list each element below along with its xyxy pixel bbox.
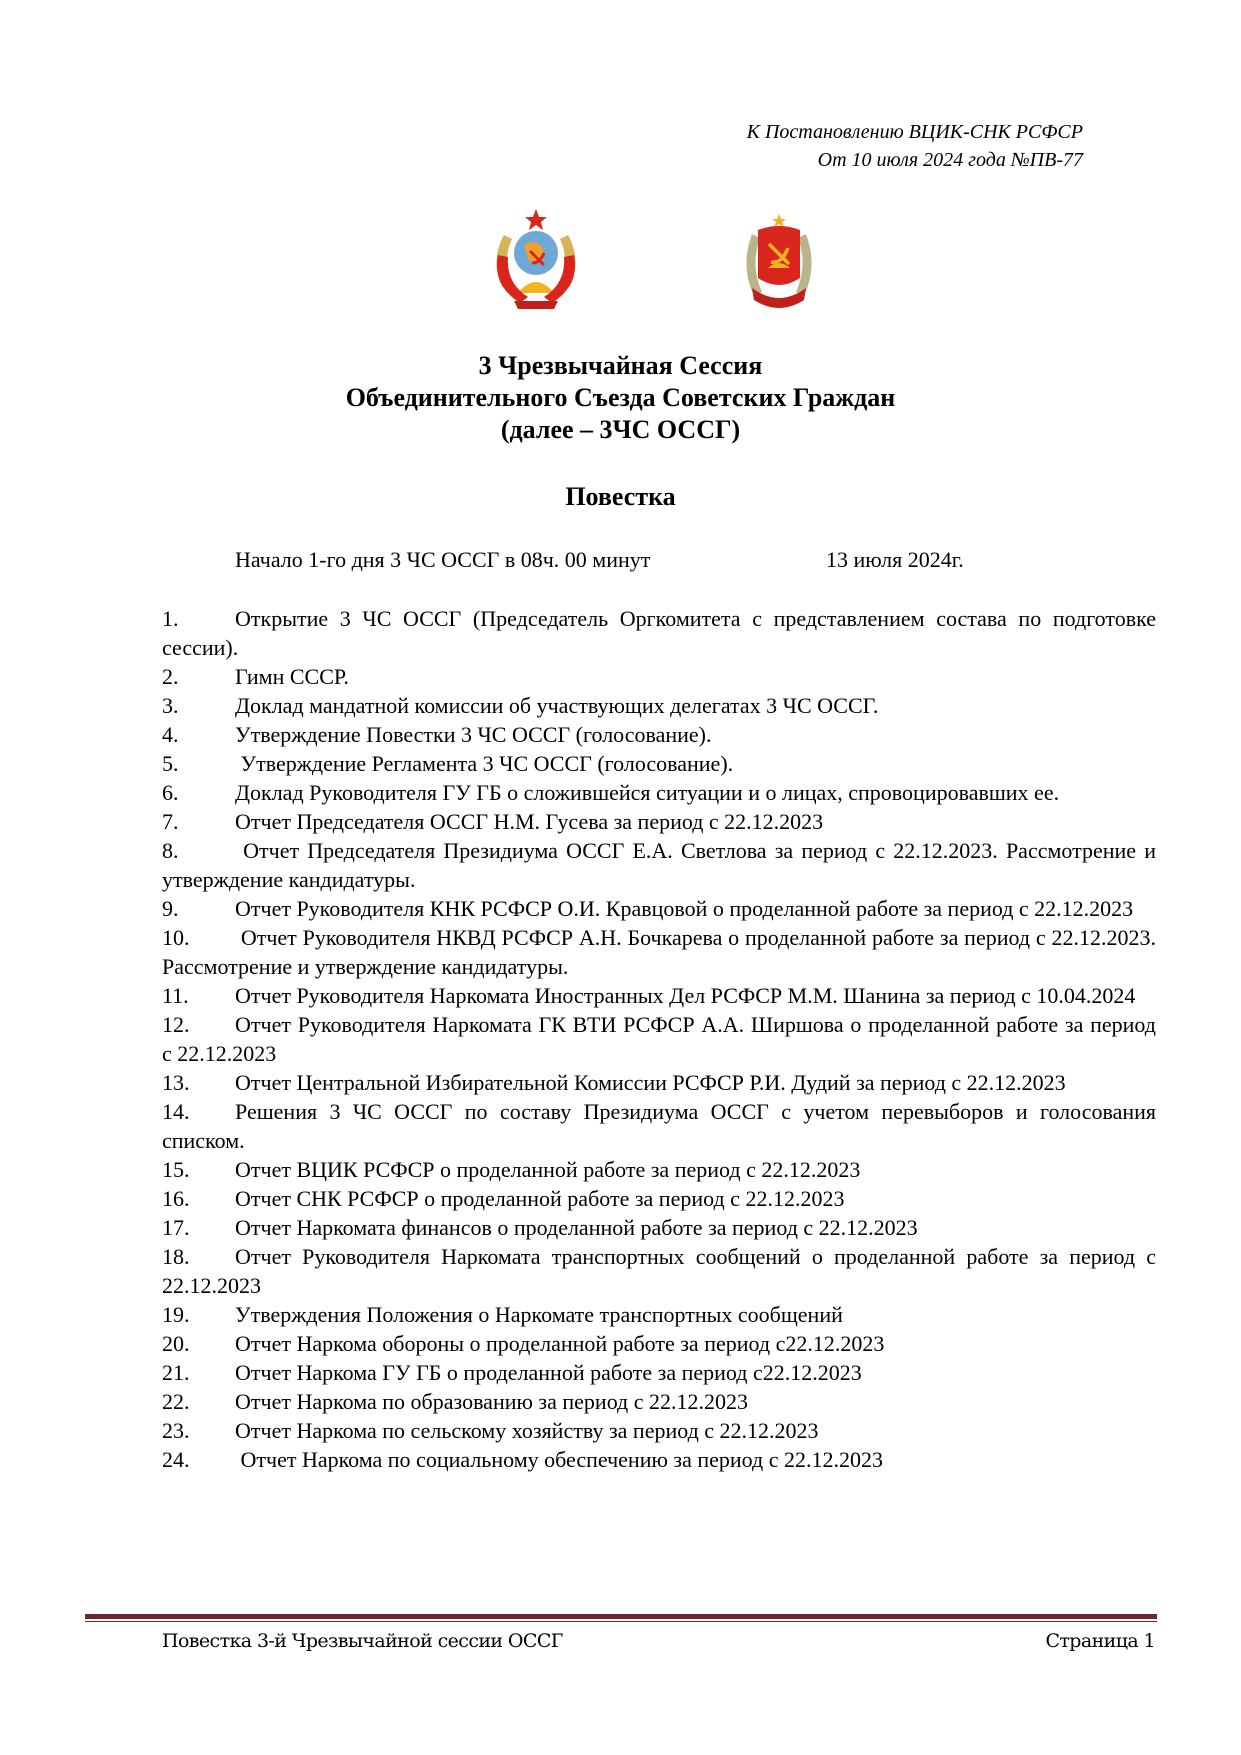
agenda-item-number: 21.	[162, 1360, 190, 1385]
agenda-item	[162, 778, 1156, 807]
agenda-item	[162, 807, 1156, 836]
agenda-item-text: Отчет Центральной Избирательной Комиссии РСФСР Р.И. Дудий за период с 22.12.2023	[235, 1070, 1066, 1095]
agenda-item	[162, 1445, 1156, 1474]
agenda-item-text: Отчет Наркомата финансов о проделанной работе за период с 22.12.2023	[235, 1215, 918, 1240]
agenda-item	[162, 1155, 1156, 1184]
agenda-item-number: 12.	[162, 1012, 190, 1037]
agenda-list	[162, 604, 1156, 1474]
agenda-item-number: 2.	[162, 664, 179, 689]
agenda-item	[162, 1097, 1156, 1155]
agenda-item-text: Отчет Наркома по образованию за период с 22.12.2023	[235, 1389, 749, 1414]
agenda-item-number: 13.	[162, 1070, 190, 1095]
approval-line-1: К Постановлению ВЦИК-СНК РСФСР	[746, 121, 1083, 143]
agenda-item	[162, 1184, 1156, 1213]
footer-divider-thin	[85, 1621, 1157, 1622]
agenda-item-text: Отчет СНК РСФСР о проделанной работе за период с 22.12.2023	[235, 1186, 845, 1211]
footer-page-number: Страница 1	[1045, 1630, 1155, 1652]
agenda-item-text: Отчет ВЦИК РСФСР о проделанной работе за период с 22.12.2023	[235, 1157, 861, 1182]
footer-divider-thick	[85, 1614, 1157, 1619]
ussr-coat-of-arms-icon	[484, 205, 588, 313]
agenda-item-number: 11.	[162, 983, 189, 1008]
agenda-item-number: 8.	[162, 838, 179, 863]
agenda-item	[162, 1416, 1156, 1445]
agenda-item-text: Отчет Руководителя Наркомата транспортных сообщений о проделанной работе за период с 22.12.2023	[162, 1244, 1156, 1298]
agenda-heading: Повестка	[565, 482, 676, 511]
agenda-item-number: 6.	[162, 780, 179, 805]
agenda-item	[162, 691, 1156, 720]
agenda-item-number: 14.	[162, 1099, 190, 1124]
agenda-item	[162, 1242, 1156, 1300]
agenda-item-text: Отчет Наркома обороны о проделанной работе за период с22.12.2023	[235, 1331, 885, 1356]
agenda-item-text: Гимн СССР.	[235, 664, 349, 689]
agenda-item	[162, 1010, 1156, 1068]
agenda-item-text: Отчет Руководителя Наркомата Иностранных Дел РСФСР М.М. Шанина за период с 10.04.2024	[235, 983, 1136, 1008]
agenda-item-number: 15.	[162, 1157, 190, 1182]
agenda-item-text: Отчет Наркома по социальному обеспечению за период с 22.12.2023	[235, 1447, 883, 1472]
approval-line-2: От 10 июля 2024 года №ПВ-77	[817, 149, 1083, 171]
agenda-item	[162, 1329, 1156, 1358]
agenda-item-text: Утверждение Повестки 3 ЧС ОССГ (голосование).	[235, 722, 712, 747]
agenda-item	[162, 1300, 1156, 1329]
agenda-item	[162, 894, 1156, 923]
agenda-item-number: 22.	[162, 1389, 190, 1414]
session-title	[0, 350, 1241, 446]
agenda-item-number: 19.	[162, 1302, 190, 1327]
title-line-1: 3 Чрезвычайная Сессия	[478, 351, 763, 380]
agenda-item	[162, 981, 1156, 1010]
agenda-item-number: 24.	[162, 1447, 190, 1472]
approval-reference	[747, 118, 1083, 174]
agenda-item-text: Доклад Руководителя ГУ ГБ о сложившейся ситуации и о лицах, спровоцировавших ее.	[235, 780, 1060, 805]
agenda-item-number: 23.	[162, 1418, 190, 1443]
agenda-item-text: Открытие 3 ЧС ОССГ (Председатель Оргкомитета с представлением состава по подготовке сессии).	[162, 606, 1156, 660]
agenda-item	[162, 1068, 1156, 1097]
rsfsr-coat-of-arms-icon	[738, 208, 820, 316]
agenda-item-text: Отчет Руководителя Наркомата ГК ВТИ РСФСР А.А. Ширшова о проделанной работе за период с 22.12.2023	[162, 1012, 1156, 1066]
agenda-item-text: Отчет Председателя ОССГ Н.М. Гусева за период с 22.12.2023	[235, 809, 824, 834]
agenda-item-text: Доклад мандатной комиссии об участвующих делегатах 3 ЧС ОССГ.	[235, 693, 879, 718]
agenda-item-text: Отчет Руководителя КНК РСФСР О.И. Кравцовой о проделанной работе за период с 22.12.2023	[235, 896, 1134, 921]
agenda-item-number: 1.	[162, 606, 179, 631]
agenda-item-number: 5.	[162, 751, 179, 776]
agenda-item-text: Решения 3 ЧС ОССГ по составу Президиума ОССГ с учетом перевыборов и голосования списком.	[162, 1099, 1156, 1153]
start-time-text: Начало 1-го дня 3 ЧС ОССГ в 08ч. 00 минут	[235, 547, 651, 572]
agenda-item	[162, 1213, 1156, 1242]
agenda-item-number: 7.	[162, 809, 179, 834]
agenda-item-number: 20.	[162, 1331, 190, 1356]
start-date-text: 13 июля 2024г.	[826, 547, 964, 572]
agenda-item-number: 3.	[162, 693, 179, 718]
agenda-item-number: 4.	[162, 722, 179, 747]
agenda-item-text: Отчет Наркома по сельскому хозяйству за период с 22.12.2023	[235, 1418, 819, 1443]
agenda-item	[162, 836, 1156, 894]
agenda-item-number: 9.	[162, 896, 179, 921]
footer-divider	[85, 1614, 1157, 1622]
agenda-item	[162, 1387, 1156, 1416]
title-line-3: (далее – 3ЧС ОССГ)	[500, 415, 741, 444]
agenda-item-text: Отчет Председателя Президиума ОССГ Е.А. Светлова за период с 22.12.2023. Рассмотрение и утверждение кандидатуры.	[162, 838, 1156, 892]
agenda-item	[162, 923, 1156, 981]
agenda-item	[162, 604, 1156, 662]
agenda-item-text: Утверждение Регламента 3 ЧС ОССГ (голосование).	[235, 751, 734, 776]
agenda-item	[162, 1358, 1156, 1387]
agenda-item	[162, 720, 1156, 749]
agenda-item-text: Утверждения Положения о Наркомате транспортных сообщений	[235, 1302, 843, 1327]
agenda-item-number: 10.	[162, 925, 190, 950]
agenda-item-number: 16.	[162, 1186, 190, 1211]
agenda-item-text: Отчет Руководителя НКВД РСФСР А.Н. Бочкарева о проделанной работе за период с 22.12.2023. Рассмотрение и утверждение кандидатуры.	[162, 925, 1156, 979]
agenda-item-number: 18.	[162, 1244, 190, 1269]
agenda-item-number: 17.	[162, 1215, 190, 1240]
agenda-item-text: Отчет Наркома ГУ ГБ о проделанной работе за период с22.12.2023	[235, 1360, 862, 1385]
agenda-item	[162, 749, 1156, 778]
footer-document-title: Повестка 3-й Чрезвычайной сессии ОССГ	[162, 1630, 563, 1652]
title-line-2: Объединительного Съезда Советских Граждан	[345, 383, 896, 412]
agenda-item	[162, 662, 1156, 691]
